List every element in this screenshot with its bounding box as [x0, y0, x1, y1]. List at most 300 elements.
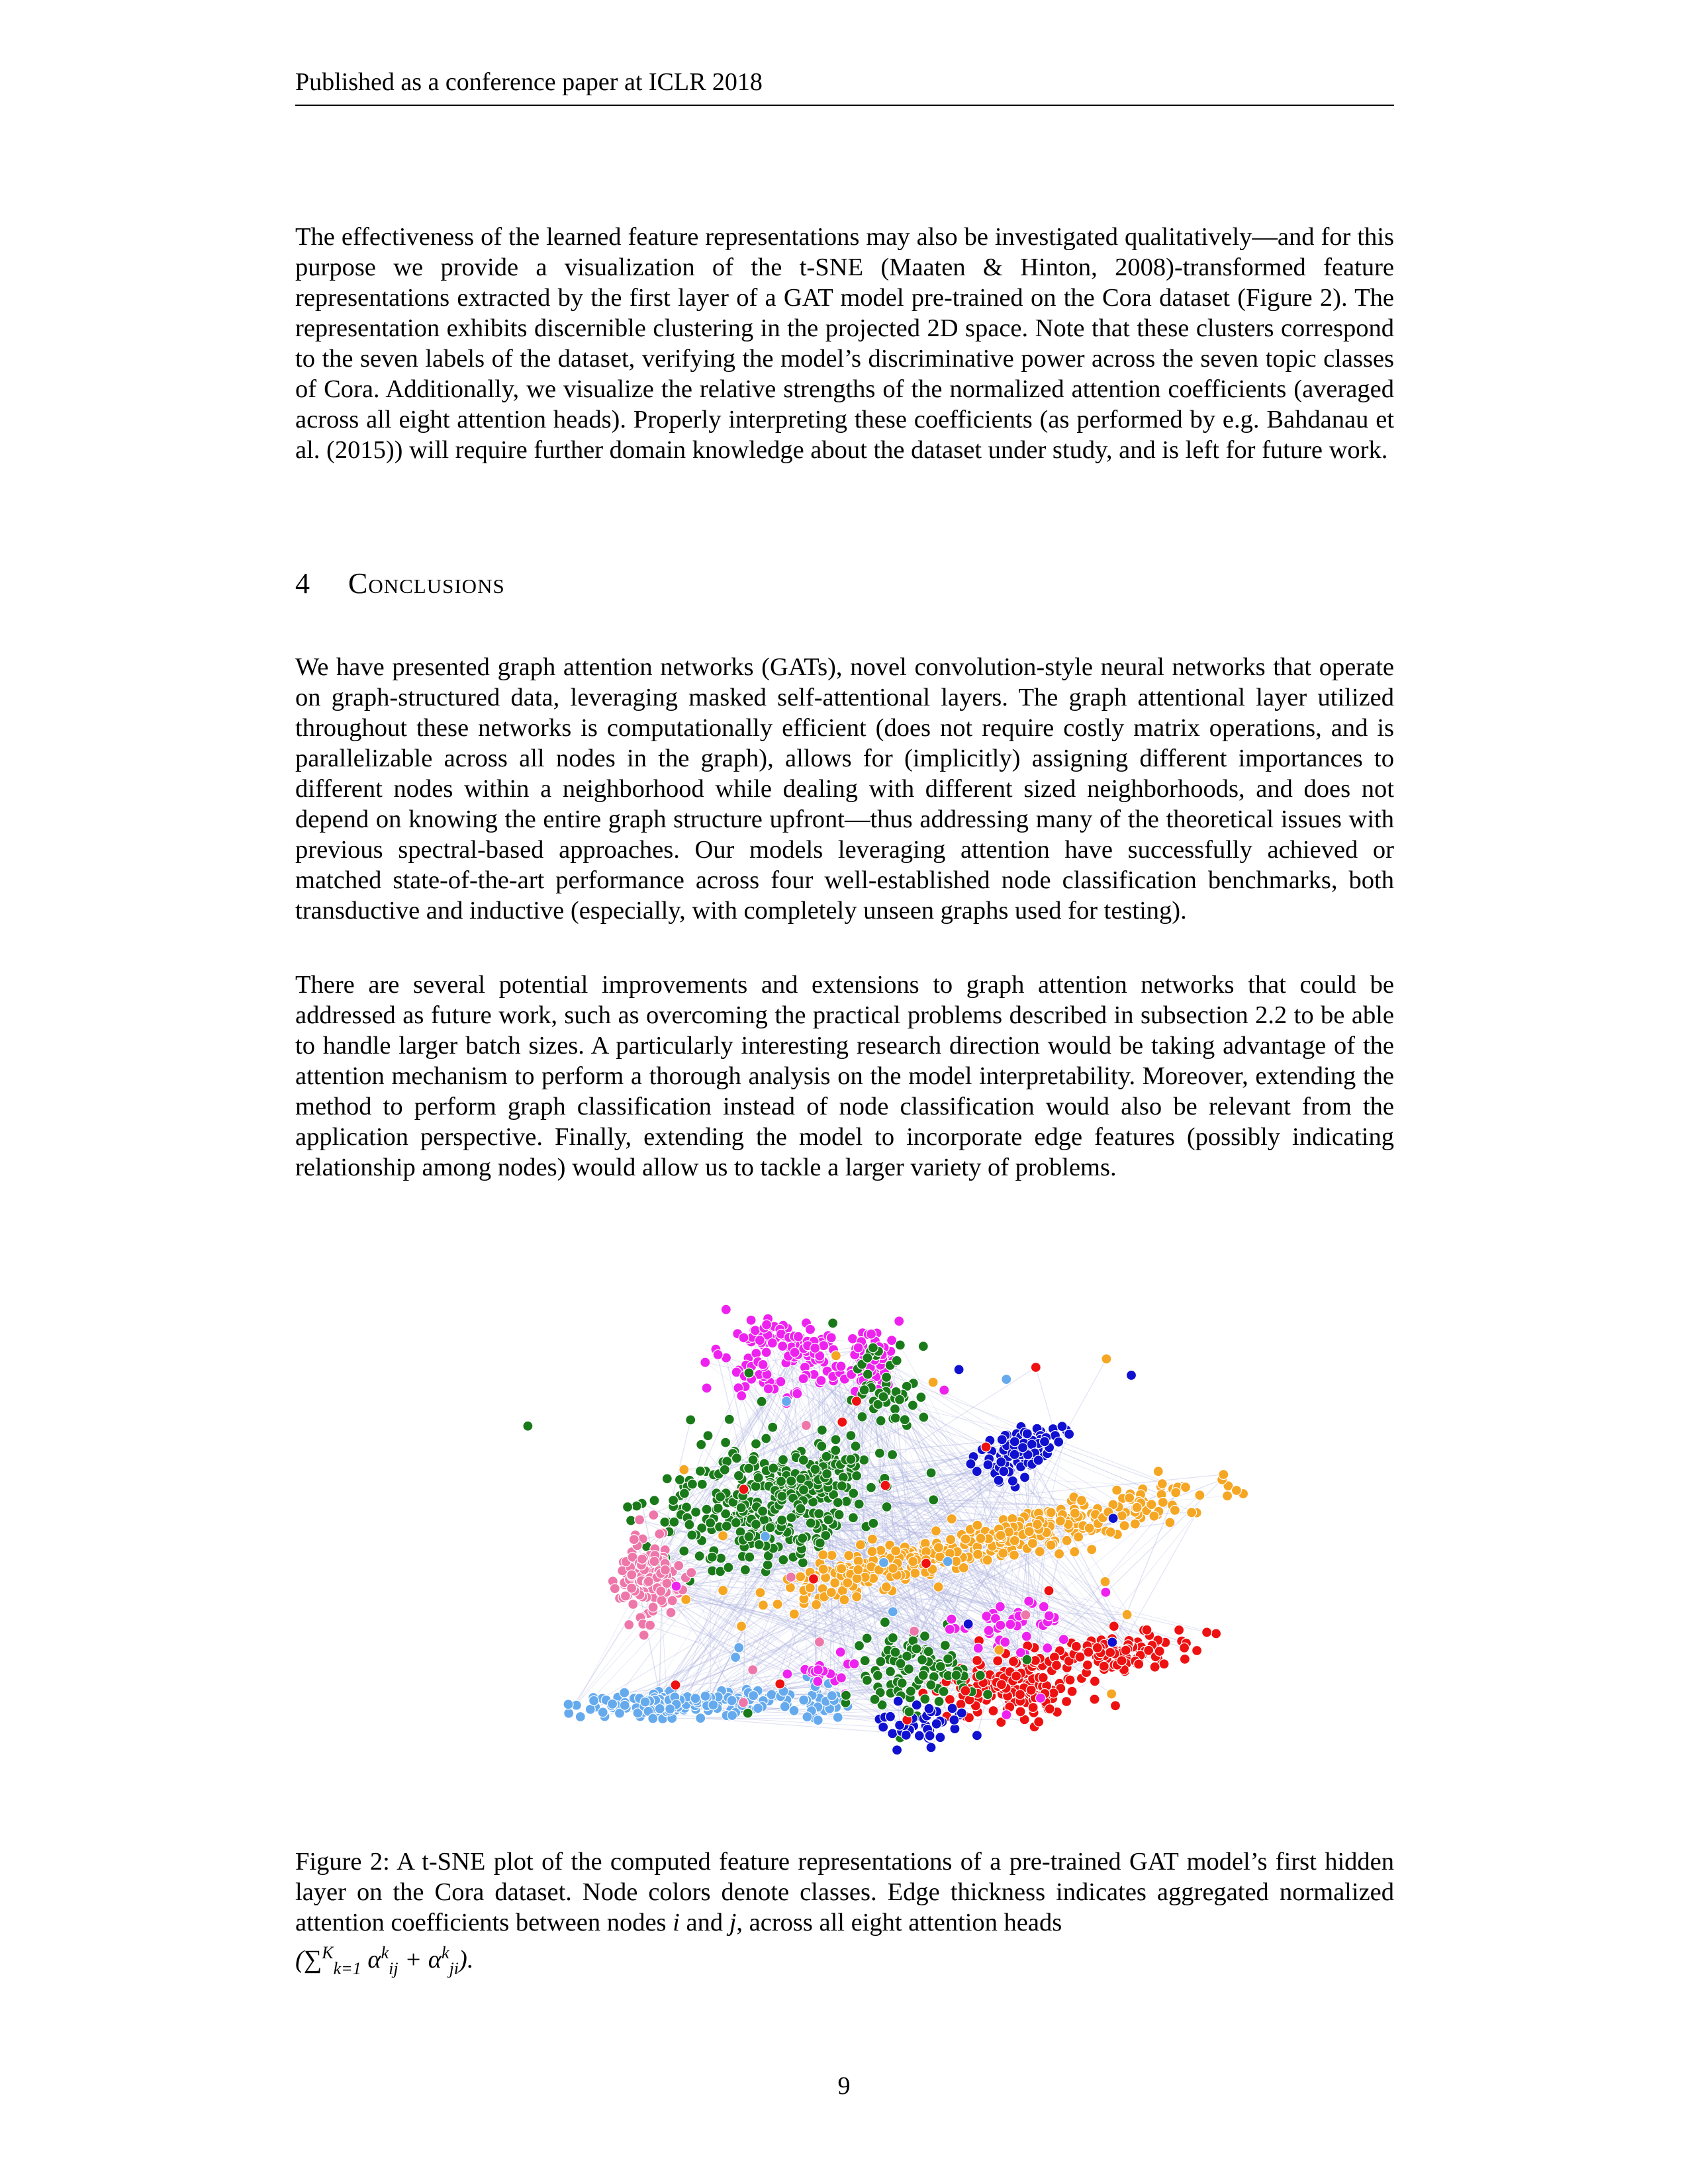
node-point-green — [745, 1552, 755, 1562]
node-point-lightblue — [734, 1643, 744, 1653]
node-point-lightblue — [598, 1707, 608, 1717]
node-point-orange — [1181, 1482, 1191, 1492]
node-point-green — [890, 1413, 900, 1423]
node-point-magenta — [1043, 1643, 1053, 1653]
node-point-blue — [994, 1475, 1004, 1485]
node-point-red — [1067, 1686, 1077, 1696]
node-point-blue — [878, 1722, 888, 1732]
node-point-magenta — [1039, 1602, 1049, 1612]
node-point-green — [866, 1482, 876, 1492]
node-point-orange — [1165, 1518, 1175, 1527]
node-point-magenta — [793, 1332, 803, 1342]
node-point-red — [671, 1680, 680, 1690]
node-point-green — [823, 1515, 833, 1525]
node-point-orange — [931, 1526, 941, 1536]
node-point-lightblue — [879, 1558, 889, 1568]
node-point-red — [1174, 1625, 1184, 1635]
node-point-green — [703, 1431, 713, 1441]
node-point-orange — [1009, 1535, 1019, 1545]
node-point-pink — [1021, 1610, 1031, 1620]
node-point-red — [1084, 1647, 1094, 1657]
node-point-green — [851, 1441, 861, 1451]
node-point-orange — [1076, 1496, 1086, 1506]
node-point-magenta — [702, 1383, 712, 1393]
node-point-magenta — [762, 1320, 772, 1330]
node-point-blue — [947, 1704, 957, 1713]
node-point-green — [697, 1479, 707, 1489]
node-point-lightblue — [749, 1691, 759, 1701]
node-point-pink — [635, 1515, 645, 1525]
node-point-red — [1109, 1621, 1119, 1631]
node-point-green — [724, 1563, 733, 1572]
node-point-orange — [843, 1578, 853, 1588]
node-point-orange — [1122, 1610, 1132, 1619]
formula-open: ( — [295, 1946, 304, 1974]
node-point-orange — [1231, 1486, 1241, 1496]
node-point-orange — [994, 1645, 1004, 1655]
node-point-green — [862, 1675, 872, 1685]
node-point-blue — [1108, 1514, 1118, 1524]
node-point-orange — [1055, 1516, 1065, 1526]
node-point-pink — [649, 1510, 659, 1520]
node-point-magenta — [751, 1326, 761, 1336]
node-point-orange — [853, 1565, 863, 1574]
node-point-blue — [1009, 1449, 1019, 1459]
node-point-orange — [982, 1555, 992, 1565]
node-point-blue — [966, 1459, 976, 1469]
node-point-pink — [667, 1596, 677, 1606]
node-point-pink — [657, 1596, 667, 1606]
node-point-green — [863, 1353, 872, 1363]
formula-sub-2: ji — [449, 1959, 459, 1978]
node-point-green — [860, 1656, 870, 1666]
node-point-pink — [656, 1586, 666, 1596]
node-point-lightblue — [665, 1704, 675, 1714]
node-point-pink — [814, 1637, 824, 1647]
node-point-lightblue — [827, 1691, 837, 1701]
node-point-lightblue — [753, 1704, 763, 1713]
node-point-orange — [855, 1540, 865, 1550]
node-point-blue — [1033, 1455, 1043, 1465]
node-point-green — [918, 1670, 928, 1680]
node-point-orange — [1009, 1550, 1019, 1560]
node-point-green — [890, 1647, 900, 1657]
node-point-pink — [660, 1565, 670, 1575]
node-point-blue — [997, 1435, 1007, 1445]
node-point-orange — [867, 1547, 877, 1557]
node-point-green — [763, 1560, 773, 1570]
node-point-orange — [1084, 1524, 1094, 1533]
node-point-lightblue — [1002, 1375, 1011, 1385]
node-point-green — [821, 1451, 831, 1461]
node-point-green — [817, 1425, 827, 1435]
node-point-magenta — [810, 1343, 820, 1353]
node-point-orange — [888, 1563, 898, 1573]
node-point-red — [981, 1442, 991, 1452]
node-point-green — [706, 1518, 716, 1528]
node-point-green — [684, 1520, 694, 1529]
node-point-green — [822, 1469, 832, 1479]
node-point-blue — [1018, 1443, 1028, 1453]
node-point-green — [662, 1474, 672, 1484]
node-point-green — [873, 1670, 883, 1680]
formula-lower: k=1 — [333, 1959, 361, 1978]
node-point-red — [993, 1656, 1003, 1666]
node-point-green — [669, 1496, 679, 1506]
node-point-orange — [844, 1551, 854, 1561]
node-point-lightblue — [648, 1713, 658, 1723]
node-point-green — [731, 1453, 741, 1463]
node-point-magenta — [761, 1347, 771, 1357]
node-point-orange — [1074, 1532, 1084, 1542]
caption-text: Figure 2: A t-SNE plot of the computed feature representations of a pre-trained GAT model’s first hidden layer on the Cora dataset. Node colors denote classes. Edge thickness indicates aggregated normalized attention coefficients between nodes — [295, 1848, 1394, 1936]
formula-sup-1: k — [381, 1943, 389, 1962]
node-point-magenta — [763, 1384, 773, 1394]
node-point-pink — [648, 1602, 658, 1612]
node-point-red — [1009, 1657, 1019, 1666]
node-point-red — [1159, 1659, 1169, 1669]
node-point-green — [926, 1680, 936, 1690]
node-point-green — [744, 1532, 754, 1542]
node-point-lightblue — [640, 1697, 650, 1707]
node-point-orange — [818, 1565, 828, 1574]
node-point-pink — [655, 1529, 665, 1539]
node-point-blue — [926, 1743, 936, 1752]
node-point-lightblue — [589, 1696, 599, 1706]
node-point-green — [828, 1318, 838, 1328]
node-point-red — [1034, 1717, 1044, 1727]
node-point-blue — [892, 1745, 902, 1755]
node-point-orange — [737, 1621, 747, 1631]
node-point-magenta — [1058, 1635, 1068, 1645]
node-point-pink — [639, 1630, 649, 1640]
node-point-red — [1121, 1645, 1131, 1655]
node-point-magenta — [767, 1338, 777, 1348]
node-point-blue — [1127, 1371, 1137, 1381]
node-point-green — [939, 1686, 949, 1696]
node-point-blue — [996, 1457, 1006, 1467]
node-point-green — [906, 1686, 915, 1696]
node-point-orange — [758, 1600, 768, 1610]
node-point-green — [874, 1448, 884, 1458]
node-point-magenta — [996, 1620, 1006, 1630]
node-point-orange — [933, 1582, 943, 1592]
node-point-blue — [888, 1729, 898, 1739]
node-point-orange — [1035, 1547, 1045, 1557]
node-point-green — [917, 1655, 927, 1664]
node-point-green — [855, 1641, 865, 1651]
node-point-green — [778, 1455, 788, 1465]
node-point-lightblue — [943, 1557, 953, 1567]
node-point-orange — [933, 1543, 943, 1553]
node-point-pink — [686, 1568, 696, 1578]
node-point-green — [870, 1694, 880, 1704]
node-point-magenta — [1044, 1611, 1054, 1621]
node-point-pink — [645, 1620, 655, 1630]
node-point-green — [523, 1421, 533, 1431]
node-point-green — [943, 1654, 953, 1664]
node-point-lightblue — [767, 1690, 776, 1700]
node-point-green — [926, 1468, 936, 1478]
node-point-blue — [1107, 1637, 1117, 1647]
node-point-blue — [963, 1619, 973, 1629]
node-point-red — [1117, 1656, 1127, 1666]
node-point-orange — [755, 1588, 765, 1598]
formula-close: ). — [459, 1946, 474, 1974]
node-point-blue — [983, 1460, 993, 1470]
node-point-pink — [637, 1554, 647, 1564]
node-point-green — [679, 1488, 689, 1498]
node-point-orange — [1107, 1689, 1117, 1699]
node-point-green — [846, 1431, 856, 1441]
node-point-green — [916, 1392, 926, 1402]
node-point-magenta — [739, 1333, 749, 1343]
node-point-lightblue — [690, 1694, 700, 1704]
node-point-green — [731, 1518, 741, 1527]
formula-sub-1: ij — [389, 1959, 399, 1978]
node-point-pink — [628, 1600, 638, 1610]
node-point-green — [831, 1435, 841, 1445]
node-point-red — [1180, 1654, 1190, 1664]
node-point-orange — [1112, 1485, 1122, 1495]
node-point-orange — [1157, 1479, 1167, 1489]
formula-sup-2: k — [442, 1943, 449, 1962]
node-point-magenta — [947, 1614, 957, 1624]
node-point-lightblue — [696, 1713, 706, 1723]
node-point-green — [837, 1481, 847, 1491]
node-point-orange — [973, 1549, 983, 1559]
node-point-green — [798, 1455, 808, 1465]
node-point-orange — [831, 1351, 841, 1361]
node-point-orange — [1070, 1547, 1080, 1557]
node-point-orange — [881, 1582, 891, 1592]
node-point-orange — [1147, 1500, 1156, 1510]
node-point-magenta — [1006, 1619, 1015, 1629]
node-point-magenta — [782, 1669, 792, 1679]
node-point-magenta — [1024, 1596, 1034, 1606]
node-point-green — [1022, 1655, 1032, 1664]
node-point-red — [1192, 1646, 1202, 1656]
node-point-red — [1090, 1694, 1100, 1704]
node-point-magenta — [836, 1673, 846, 1683]
node-point-orange — [852, 1592, 862, 1602]
node-point-lightblue — [833, 1712, 843, 1722]
node-point-green — [736, 1503, 746, 1513]
node-point-pink — [666, 1608, 676, 1617]
formula-alpha-1: α — [367, 1946, 381, 1974]
running-header: Published as a conference paper at ICLR 2018 — [295, 68, 763, 96]
node-point-lightblue — [608, 1699, 618, 1709]
node-point-green — [857, 1412, 867, 1422]
node-point-green — [768, 1422, 778, 1432]
node-point-green — [675, 1475, 684, 1484]
node-point-magenta — [826, 1333, 836, 1343]
node-point-red — [1071, 1641, 1081, 1651]
node-point-orange — [718, 1531, 728, 1541]
node-point-green — [940, 1641, 950, 1651]
node-point-orange — [789, 1609, 799, 1619]
caption-var-i: i — [673, 1909, 680, 1936]
node-point-green — [859, 1385, 869, 1395]
paragraph-conclusions: We have presented graph attention networks (GATs), novel convolution-style neural networks that operate on graph-structured data, leveraging masked self-attentional layers. The graph attentional layer utilized throughout these networks is computationally efficient (does not require costly matrix operations, and is parallelizable across all nodes in the graph), allows for (implicitly) assigning different importances to different nodes within a neighborhood while dealing with different sized neighborhoods, and does not depend on knowing the entire graph structure upfront—thus addressing many of the theoretical issues with previous spectral-based approaches. Our models leveraging attention have successfully achieved or matched state-of-the-art performance across four well-established node classification benchmarks, both transductive and inductive (especially, with completely unseen graphs used for testing). — [295, 653, 1394, 925]
node-point-green — [713, 1503, 723, 1513]
node-point-green — [691, 1507, 701, 1517]
node-point-green — [908, 1400, 917, 1410]
node-point-green — [687, 1530, 697, 1540]
node-point-pink — [629, 1535, 639, 1545]
formula-sum: ∑ — [303, 1946, 322, 1974]
node-point-red — [1031, 1363, 1041, 1373]
node-point-lightblue — [727, 1711, 737, 1721]
caption-var-j: j — [729, 1909, 737, 1936]
caption-tail: , across all eight attention heads — [736, 1909, 1062, 1936]
figure-caption — [295, 1846, 1394, 1984]
node-point-green — [919, 1412, 929, 1422]
node-point-pink — [627, 1583, 637, 1593]
node-point-orange — [839, 1595, 849, 1605]
node-point-red — [1134, 1659, 1144, 1669]
node-point-green — [868, 1343, 878, 1353]
node-point-red — [1111, 1701, 1121, 1711]
node-point-green — [716, 1492, 726, 1502]
node-point-green — [758, 1506, 768, 1516]
node-point-orange — [998, 1548, 1008, 1558]
node-point-green — [815, 1538, 825, 1548]
node-point-green — [882, 1373, 892, 1383]
node-point-green — [878, 1392, 888, 1402]
node-point-orange — [818, 1550, 828, 1560]
node-point-green — [761, 1433, 771, 1443]
paragraph-future-work: There are several potential improvements and extensions to graph attention networks that could be addressed as future work, such as overcoming the practical problems described in subsection 2.2 to be able to handle larger batch sizes. A particularly interesting research direction would be taking advantage of the attention mechanism to perform a thorough analysis on the model interpretability. Moreover, extending the method to perform graph classification instead of node classification would also be relevant from the application perspective. Finally, extending the model to incorporate edge features (possibly indicating relationship among nodes) would allow us to tackle a larger variety of problems. — [295, 971, 1394, 1181]
node-point-green — [929, 1495, 939, 1505]
node-point-orange — [1055, 1549, 1064, 1559]
node-point-lightblue — [655, 1704, 665, 1713]
caption-formula — [295, 1943, 474, 1978]
node-point-red — [921, 1559, 931, 1569]
node-point-red — [996, 1680, 1006, 1690]
node-point-magenta — [939, 1385, 949, 1395]
node-point-pink — [627, 1570, 637, 1580]
node-point-orange — [1102, 1354, 1111, 1364]
node-point-lightblue — [563, 1700, 573, 1709]
node-point-magenta — [790, 1347, 800, 1357]
tsne-scatter-graph — [344, 1254, 1337, 1797]
node-point-red — [1028, 1703, 1038, 1713]
node-point-pink — [748, 1665, 758, 1675]
node-point-orange — [1046, 1540, 1056, 1550]
node-point-green — [849, 1488, 859, 1498]
node-point-green — [896, 1659, 906, 1668]
node-point-blue — [924, 1704, 934, 1713]
node-point-green — [702, 1504, 712, 1514]
node-point-orange — [812, 1600, 821, 1610]
node-point-orange — [928, 1377, 938, 1387]
node-point-orange — [1100, 1576, 1110, 1586]
node-point-green — [798, 1533, 808, 1543]
node-point-green — [859, 1455, 869, 1465]
node-point-red — [1065, 1675, 1075, 1685]
node-point-blue — [1054, 1437, 1064, 1447]
node-point-green — [897, 1678, 907, 1688]
node-point-green — [740, 1565, 750, 1575]
node-point-orange — [910, 1569, 920, 1578]
node-point-magenta — [713, 1349, 723, 1359]
node-point-pink — [643, 1576, 653, 1586]
node-point-orange — [1125, 1493, 1135, 1503]
node-point-red — [809, 1574, 819, 1584]
node-point-green — [799, 1485, 809, 1495]
node-point-blue — [1020, 1473, 1030, 1482]
node-point-magenta — [758, 1359, 768, 1369]
node-point-green — [920, 1631, 930, 1641]
node-point-red — [739, 1484, 749, 1494]
node-point-red — [961, 1686, 970, 1696]
node-point-green — [632, 1501, 641, 1511]
node-point-red — [1011, 1671, 1021, 1681]
node-point-green — [983, 1690, 993, 1700]
node-point-green — [733, 1471, 743, 1480]
node-point-orange — [796, 1572, 806, 1582]
node-point-red — [1038, 1672, 1048, 1682]
node-point-orange — [1170, 1506, 1180, 1516]
node-point-green — [841, 1690, 851, 1700]
node-point-green — [831, 1445, 841, 1455]
node-point-red — [1090, 1676, 1100, 1686]
node-point-magenta — [792, 1388, 802, 1398]
node-point-orange — [1187, 1508, 1197, 1518]
node-point-magenta — [1035, 1693, 1045, 1703]
node-point-pink — [786, 1572, 796, 1582]
node-point-green — [918, 1342, 928, 1351]
node-point-pink — [674, 1561, 684, 1570]
node-point-green — [724, 1414, 734, 1424]
node-point-green — [862, 1633, 872, 1643]
node-point-green — [895, 1340, 905, 1350]
node-point-magenta — [813, 1676, 823, 1686]
node-point-green — [876, 1657, 886, 1666]
node-point-magenta — [778, 1342, 788, 1351]
node-point-orange — [679, 1465, 689, 1475]
node-point-blue — [893, 1696, 903, 1706]
node-point-blue — [1008, 1476, 1017, 1486]
node-point-magenta — [853, 1343, 863, 1353]
node-point-red — [880, 1480, 890, 1490]
node-point-green — [814, 1509, 824, 1519]
node-point-pink — [801, 1420, 811, 1430]
node-point-blue — [931, 1719, 941, 1729]
node-point-pink — [649, 1557, 659, 1567]
node-point-blue — [925, 1731, 935, 1741]
node-point-magenta — [867, 1329, 876, 1339]
node-point-green — [786, 1476, 796, 1486]
node-point-blue — [972, 1731, 982, 1741]
node-point-magenta — [813, 1665, 823, 1675]
node-point-blue — [901, 1730, 911, 1740]
node-point-blue — [1040, 1437, 1050, 1447]
node-point-pink — [624, 1620, 634, 1630]
formula-alpha-2: α — [428, 1946, 442, 1974]
node-point-magenta — [836, 1361, 846, 1371]
node-point-blue — [954, 1365, 964, 1375]
node-point-green — [721, 1437, 731, 1447]
node-point-green — [722, 1522, 731, 1531]
node-point-green — [695, 1466, 705, 1476]
node-point-green — [720, 1465, 729, 1475]
node-point-green — [777, 1515, 787, 1525]
node-point-green — [888, 1450, 898, 1460]
node-point-pink — [610, 1584, 620, 1594]
node-point-green — [687, 1479, 697, 1489]
